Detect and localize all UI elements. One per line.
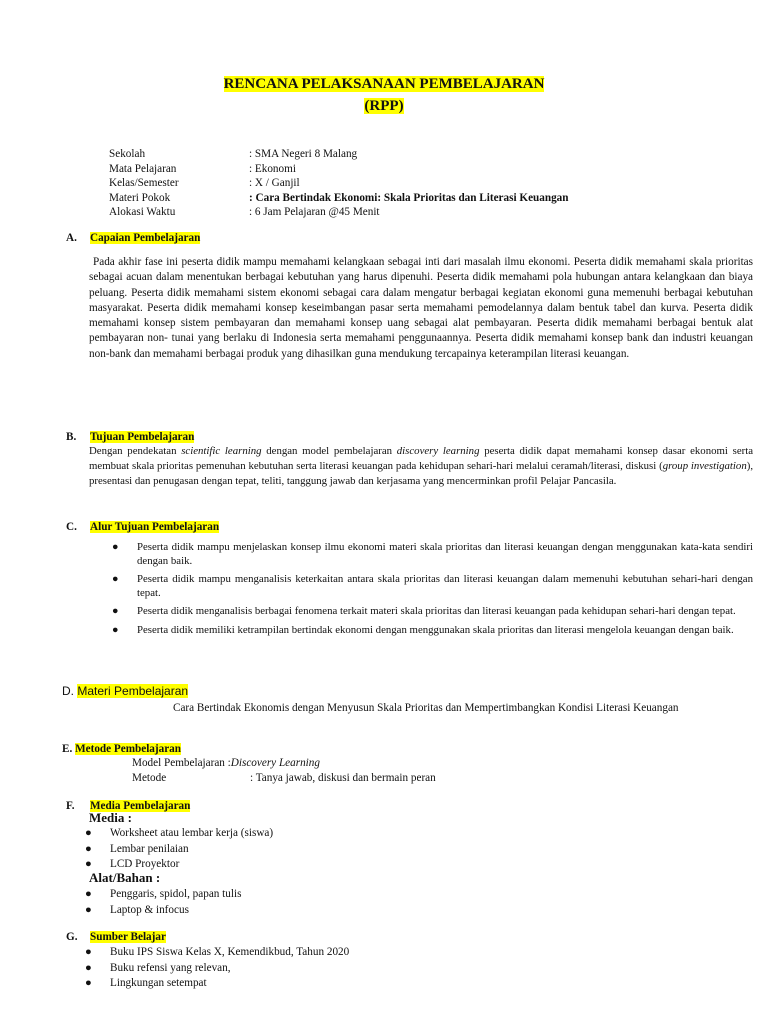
bullet-icon: ●	[85, 842, 92, 855]
section-d-heading: D. Materi Pembelajaran	[62, 684, 189, 698]
list-item: ● Lingkungan setempat	[85, 977, 207, 990]
bullet-icon: ●	[85, 977, 92, 990]
identity-row: Materi Pokok : Cara Bertindak Ekonomi: Skala Prioritas dan Literasi Keuangan	[109, 191, 569, 204]
section-g-heading: G. Sumber Belajar	[66, 931, 166, 943]
bullet-icon: ●	[85, 946, 92, 958]
identity-row: Kelas/Semester : X / Ganjil	[109, 177, 300, 190]
metode-row: Metode : Tanya jawab, diskusi dan bermain peran	[132, 772, 436, 784]
section-b-heading: B. Tujuan Pembelajaran	[66, 431, 195, 443]
identity-row: Sekolah : SMA Negeri 8 Malang	[109, 148, 358, 160]
list-item: ● Peserta didik mampu menganalisis keterkaitan antara skala prioritas dan literasi keuangan dalam memenuhi kebutuhan sehari-hari dengan tepat.	[112, 573, 753, 599]
bullet-icon: ●	[112, 623, 119, 636]
metode-model-row: Model Pembelajaran : Discovery Learning	[132, 757, 320, 769]
list-item: ● Worksheet atau lembar kerja (siswa)	[85, 827, 274, 839]
alat-heading: Alat/Bahan :	[89, 870, 161, 885]
list-item: ● Peserta didik mampu menjelaskan konsep ilmu ekonomi materi skala prioritas dan literasi keuangan dengan menggunakan kata-kata sendiri dengan baik.	[112, 541, 753, 567]
doc-title: RENCANA PELAKSANAAN PEMBELAJARAN	[223, 76, 545, 92]
sumber-list	[85, 945, 350, 992]
bullet-icon: ●	[85, 961, 92, 974]
bullet-icon: ●	[85, 827, 92, 839]
bullet-icon: ●	[85, 888, 92, 900]
bullet-icon: ●	[85, 858, 92, 871]
materi-text: Cara Bertindak Ekonomis dengan Menyusun Skala Prioritas dan Mempertimbangkan Kondisi Literasi Keuangan	[173, 702, 679, 714]
media-list	[85, 826, 274, 873]
section-f-heading: F. Media Pembelajaran	[66, 800, 191, 812]
identity-table	[109, 147, 569, 220]
bullet-icon: ●	[112, 541, 119, 553]
identity-row: Mata Pelajaran : Ekonomi	[109, 162, 296, 175]
tujuan-paragraph: Dengan pendekatan scientific learning dengan model pembelajaran discovery learning peserta didik dapat memahami konsep dasar ekonomi serta membuat skala prioritas pemenuhan kebutuhan serta literasi keuangan pada kehidupan sehari-hari melalui ceramah/literasi, diskusi (group investigation), presentasi dan penugasan dengan tepat, teliti, tanggung jawab dan kerjasama yang mencerminkan profil Pelajar Pancasila.	[89, 445, 754, 488]
capaian-paragraph: Pada akhir fase ini peserta didik mampu memahami kelangkaan sebagai inti dari masalah ilmu ekonomi. Peserta didik memahami skala prioritas sebagai acuan dalam menentukan berbagai kebutuhan yang harus dipenuhi. Peserta didik memahami pola hubungan antara kelangkaan dan biaya peluang. Peserta didik memahami sistem ekonomi sebagai cara dalam mengatur berbagai kegiatan ekonomi guna memenuhi berbagai kebutuhan masyarakat. Peserta didik memahami konsep keseimbangan pasar serta memahami pemodelannya dalam bentuk tabel dan kurva. Peserta didik memahami konsep sistem pembayaran dan memahami konsep uang sebagai alat pembayaran. Peserta didik memahami berbagai bentuk alat pembayaran non- tunai yang berlaku di Indonesia serta memahami penggunaannya. Peserta didik memahami konsep bank dan industri keuangan non-bank dan memahami berbagai produk yang dihasilkan guna mendukung tercapainya keterampilan literasi keuangan.	[89, 256, 753, 360]
section-e-heading: E. Metode Pembelajaran	[62, 743, 181, 755]
bullet-icon: ●	[112, 573, 119, 586]
bullet-icon: ●	[85, 903, 92, 916]
list-item: ● Laptop & infocus	[85, 903, 189, 916]
list-item: ● Buku refensi yang relevan,	[85, 961, 231, 974]
identity-row: Alokasi Waktu : 6 Jam Pelajaran @45 Menit	[109, 206, 380, 219]
section-a-heading: A. Capaian Pembelajaran	[66, 232, 201, 244]
list-item: ● LCD Proyektor	[85, 858, 180, 871]
alat-list	[85, 887, 242, 918]
alur-list	[112, 541, 753, 642]
list-item: ● Peserta didik memiliki ketrampilan bertindak ekonomi dengan menggunakan skala prioritas dan literasi mengelola keuangan dengan baik.	[112, 623, 734, 636]
doc-subtitle: (RPP)	[364, 98, 404, 114]
list-item: ● Buku IPS Siswa Kelas X, Kemendikbud, Tahun 2020	[85, 946, 350, 958]
bullet-icon: ●	[112, 605, 119, 618]
list-item: ● Peserta didik menganalisis berbagai fenomena terkait materi skala prioritas dan literasi keuangan pada kehidupan sehari-hari dengan tepat.	[112, 605, 736, 618]
media-heading: Media :	[89, 810, 132, 825]
list-item: ● Lembar penilaian	[85, 842, 189, 855]
section-c-heading: C. Alur Tujuan Pembelajaran	[66, 521, 220, 533]
list-item: ● Penggaris, spidol, papan tulis	[85, 888, 242, 900]
